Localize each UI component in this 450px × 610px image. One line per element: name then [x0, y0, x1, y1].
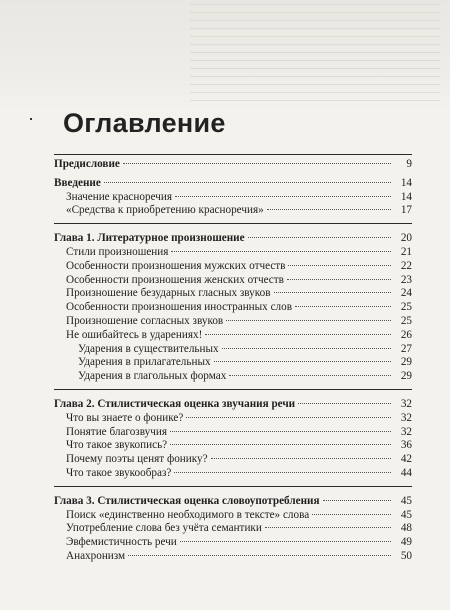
toc-entry-page: 45 [400, 508, 412, 521]
dot-leader [186, 417, 391, 418]
toc-section [54, 495, 412, 564]
toc-entry-page: 42 [400, 453, 412, 466]
toc-entry-label: Глава 2. Стилистическая оценка звучания речи [54, 397, 296, 410]
section-divider [54, 486, 412, 487]
print-mark [30, 118, 32, 120]
toc-entry[interactable] [54, 509, 412, 523]
toc-entry-label: Почему поэты ценят фонику? [66, 453, 208, 466]
toc-entry-page: 14 [400, 190, 412, 203]
toc-entry-page: 20 [400, 232, 412, 245]
toc-entry-label: Не ошибайтесь в ударениях! [66, 328, 203, 341]
toc-entry-page: 32 [400, 411, 412, 424]
dot-leader [265, 527, 391, 528]
toc-entry[interactable] [54, 274, 412, 288]
toc-entry-label: Поиск «единственно необходимого в тексте» слова [66, 508, 310, 521]
dot-leader [288, 265, 391, 266]
toc-entry-page: 17 [400, 204, 412, 217]
toc-entry-page: 23 [400, 273, 412, 286]
toc-entry-label: Ударения в существительных [78, 342, 219, 355]
section-divider [54, 389, 412, 390]
dot-leader [274, 292, 391, 293]
toc-entry[interactable] [54, 287, 412, 301]
toc-entry-page: 50 [400, 549, 412, 562]
toc-entry-label: Ударения в прилагательных [78, 356, 211, 369]
toc-entry-page: 25 [400, 314, 412, 327]
dot-leader [174, 472, 391, 473]
dot-leader [295, 306, 391, 307]
toc-entry-page: 32 [400, 397, 412, 410]
toc-entry[interactable] [54, 329, 412, 343]
toc-entry-label: Понятие благозвучия [66, 425, 167, 438]
toc-entry[interactable] [54, 315, 412, 329]
toc-entry[interactable] [54, 467, 412, 481]
toc-entry[interactable] [54, 439, 412, 453]
previous-page-bleed [0, 0, 450, 112]
toc-entry-page: 44 [400, 466, 412, 479]
dot-leader [211, 458, 391, 459]
toc-entry[interactable] [54, 356, 412, 370]
toc-entry-label: Что вы знаете о фонике? [66, 411, 184, 424]
dot-leader [287, 279, 391, 280]
toc-entry-label: Произношение безударных гласных звуков [66, 287, 271, 300]
toc-entry-page: 32 [400, 425, 412, 438]
toc-entry[interactable] [54, 343, 412, 357]
toc-entry[interactable] [54, 246, 412, 260]
toc-entry[interactable] [54, 370, 412, 384]
dot-leader [229, 375, 391, 376]
toc-entry[interactable] [54, 453, 412, 467]
toc-entry-page: 36 [400, 439, 412, 452]
dot-leader [222, 348, 391, 349]
toc-chapter-entry[interactable] [54, 158, 412, 172]
dot-leader [312, 514, 391, 515]
toc-entry[interactable] [54, 301, 412, 315]
toc-entry-label: Стили произношения [66, 245, 169, 258]
toc-entry-page: 27 [400, 342, 412, 355]
toc-entry[interactable] [54, 550, 412, 564]
toc-entry-page: 49 [400, 536, 412, 549]
dot-leader [323, 500, 391, 501]
dot-leader [128, 555, 391, 556]
dot-leader [170, 444, 391, 445]
toc-entry-label: Глава 1. Литературное произношение [54, 232, 245, 245]
dot-leader [180, 541, 391, 542]
toc-entry-page: 9 [406, 158, 412, 170]
toc-entry-label: Особенности произношения мужских отчеств [66, 259, 286, 272]
toc-entry[interactable] [54, 412, 412, 426]
toc-entry-label: Особенности произношения женских отчеств [66, 273, 284, 286]
dot-leader [298, 403, 391, 404]
dot-leader [226, 320, 391, 321]
toc-entry-label: Что такое звукопись? [66, 439, 168, 452]
toc-entry-page: 45 [400, 494, 412, 507]
toc-entry-label: Ударения в глагольных формах [78, 370, 227, 383]
toc-entry-label: Произношение согласных звуков [66, 314, 224, 327]
toc-entry-label: Глава 3. Стилистическая оценка словоупотребления [54, 494, 320, 507]
toc-entry-page: 29 [400, 356, 412, 369]
toc-entry-page: 14 [400, 176, 412, 189]
toc-section [54, 232, 412, 384]
toc-entry-label: Анахронизм [66, 549, 126, 562]
toc-entry-page: 22 [400, 259, 412, 272]
toc-section [54, 398, 412, 481]
toc-entry-label: Эвфемистичность речи [66, 536, 177, 549]
toc-entry-label: Особенности произношения иностранных слов [66, 301, 292, 314]
bleed-through-text [190, 4, 440, 108]
table-of-contents [54, 158, 412, 569]
toc-chapter-entry[interactable] [54, 495, 412, 509]
dot-leader [248, 237, 391, 238]
toc-entry-page: 26 [400, 328, 412, 341]
toc-entry-page: 24 [400, 287, 412, 300]
section-divider [54, 223, 412, 224]
title-rule [54, 154, 412, 155]
toc-entry-label: Введение [54, 176, 101, 189]
dot-leader [123, 163, 391, 164]
dot-leader [171, 251, 391, 252]
toc-chapter-entry[interactable] [54, 177, 412, 191]
toc-section [54, 177, 412, 218]
toc-entry-label: Значение красноречия [66, 190, 173, 203]
toc-entry[interactable] [54, 522, 412, 536]
dot-leader [170, 431, 391, 432]
toc-entry-label: Предисловие [54, 158, 120, 170]
toc-chapter-entry[interactable] [54, 232, 412, 246]
toc-section [54, 158, 412, 172]
toc-entry-page: 21 [400, 245, 412, 258]
dot-leader [267, 209, 391, 210]
toc-entry[interactable] [54, 191, 412, 205]
toc-entry-label: Что такое звукообраз? [66, 466, 172, 479]
dot-leader [214, 361, 391, 362]
page-title: Оглавление [63, 108, 226, 138]
dot-leader [104, 182, 391, 183]
toc-entry-page: 29 [400, 370, 412, 383]
toc-entry[interactable] [54, 426, 412, 440]
dot-leader [175, 196, 391, 197]
toc-entry-label: Употребление слова без учёта семантики [66, 522, 262, 535]
toc-entry[interactable] [54, 536, 412, 550]
toc-entry-page: 25 [400, 301, 412, 314]
toc-entry[interactable] [54, 260, 412, 274]
dot-leader [205, 334, 391, 335]
toc-entry-page: 48 [400, 522, 412, 535]
toc-chapter-entry[interactable] [54, 398, 412, 412]
toc-entry[interactable] [54, 204, 412, 218]
toc-entry-label: «Средства к приобретению красноречия» [66, 204, 264, 217]
